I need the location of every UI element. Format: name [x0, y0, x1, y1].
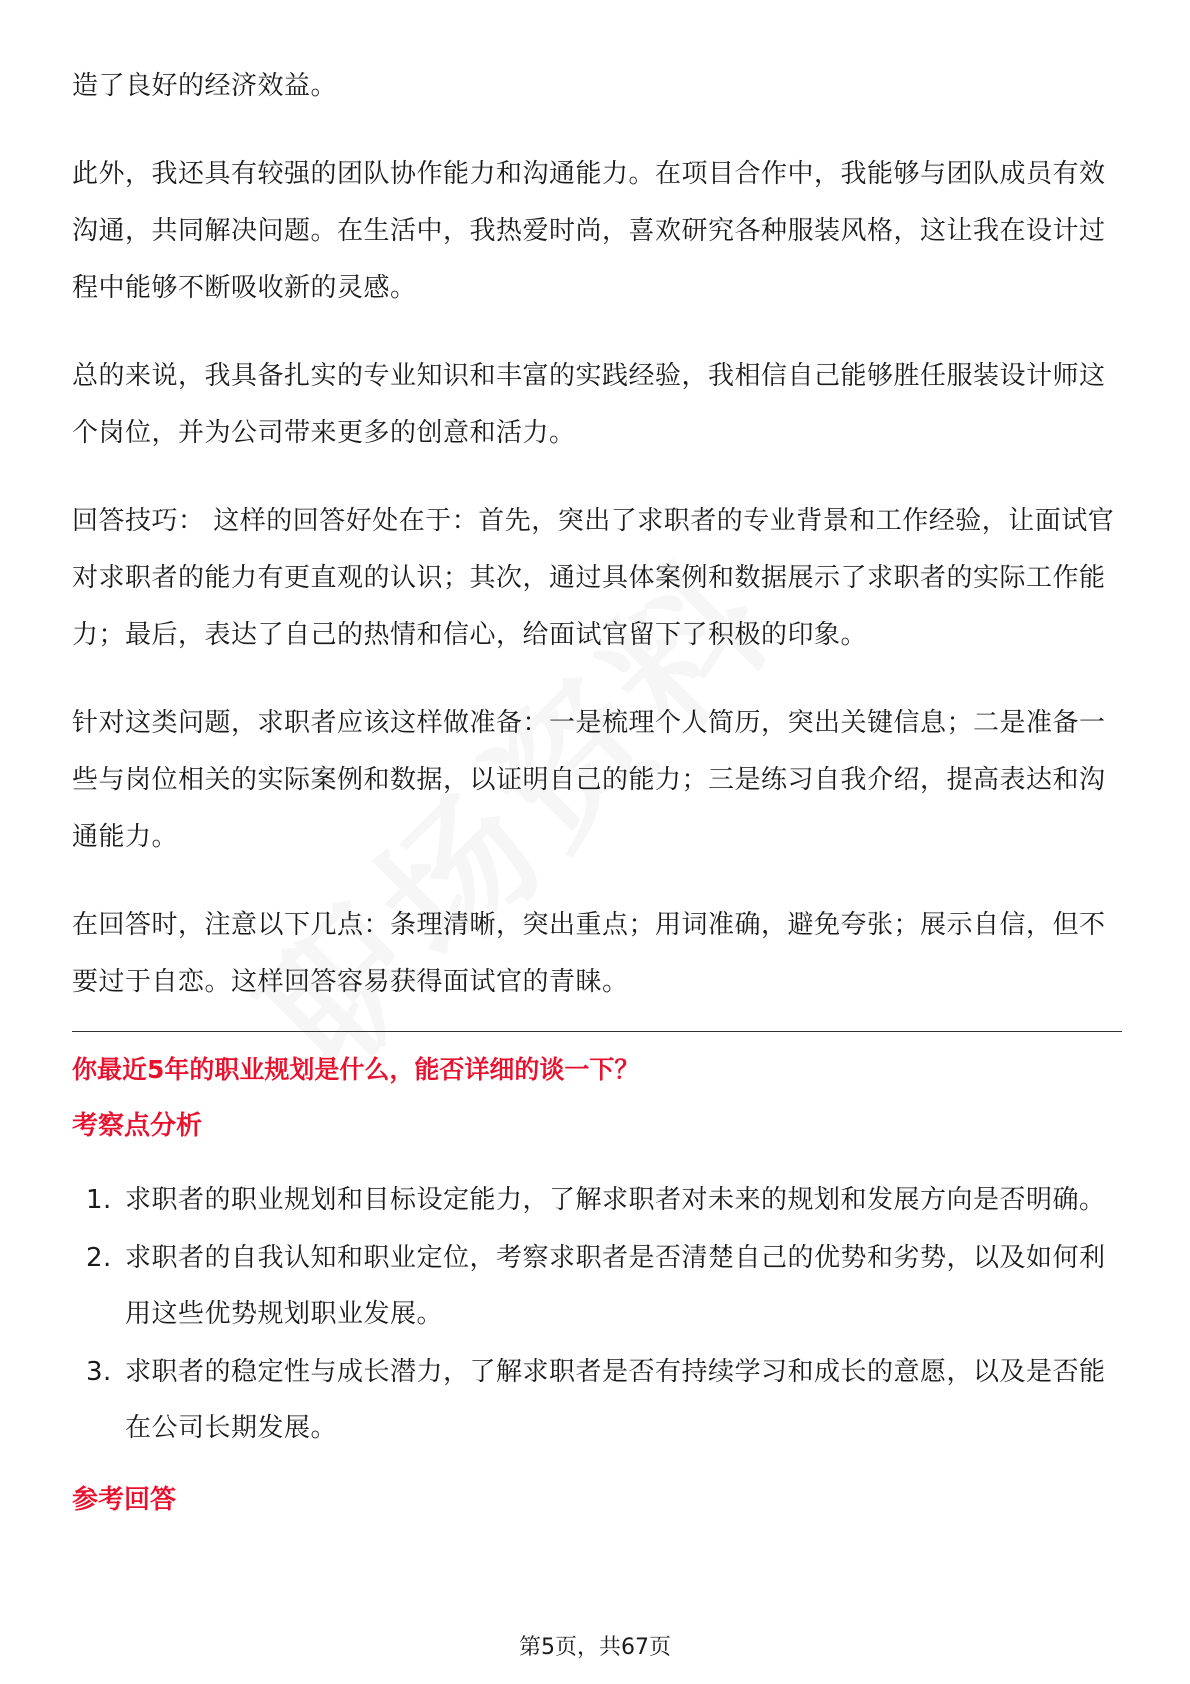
answer-tips-paragraph: 回答技巧： 这样的回答好处在于：首先，突出了求职者的专业背景和工作经验，让面试官对求职者的能力有更直观的认识；其次，通过具体案例和数据展示了求职者的实际工作能力；最后，表达了自己的热情和信心，给面试官留下了积极的印象。 [72, 506, 1115, 650]
paragraph: 此外，我还具有较强的团队协作能力和沟通能力。在项目合作中，我能够与团队成员有效沟通，共同解决问题。在生活中，我热爱时尚，喜欢研究各种服装风格，这让我在设计过程中能够不断吸收新的灵感。 [72, 159, 1106, 303]
question-heading: 你最近5年的职业规划是什么，能否详细的谈一下？ [72, 1055, 640, 1084]
analysis-list [72, 1172, 1122, 1456]
section-divider [72, 1031, 1122, 1032]
reference-answer-heading: 参考回答 [72, 1485, 177, 1515]
paragraph: 总的来说，我具备扎实的专业知识和丰富的实践经验，我相信自己能够胜任服装设计师这个岗位，并为公司带来更多的创意和活力。 [72, 361, 1106, 448]
list-item-text: 求职者的稳定性与成长潜力，了解求职者是否有持续学习和成长的意愿，以及是否能在公司长期发展。 [125, 1357, 1106, 1443]
list-item-number: 1. [86, 1185, 112, 1215]
list-item-number: 3. [86, 1357, 112, 1387]
page-content [72, 58, 1122, 1546]
list-item-text: 求职者的自我认知和职业定位，考察求职者是否清楚自己的优势和劣势，以及如何利用这些优势规划职业发展。 [125, 1243, 1106, 1329]
list-item [72, 1172, 1122, 1228]
list-item-text: 求职者的职业规划和目标设定能力，了解求职者对未来的规划和发展方向是否明确。 [125, 1185, 1106, 1215]
list-item-number: 2. [86, 1243, 112, 1273]
page-footer: 第5页，共67页 [519, 1635, 671, 1660]
paragraph: 造了良好的经济效益。 [72, 71, 338, 101]
list-item [72, 1230, 1122, 1342]
list-item [72, 1344, 1122, 1456]
paragraph: 针对这类问题，求职者应该这样做准备：一是梳理个人简历，突出关键信息；二是准备一些与岗位相关的实际案例和数据，以证明自己的能力；三是练习自我介绍，提高表达和沟通能力。 [72, 708, 1106, 852]
paragraph: 在回答时，注意以下几点：条理清晰，突出重点；用词准确，避免夸张；展示自信，但不要过于自恋。这样回答容易获得面试官的青睐。 [72, 910, 1106, 997]
analysis-heading: 考察点分析 [72, 1111, 203, 1141]
